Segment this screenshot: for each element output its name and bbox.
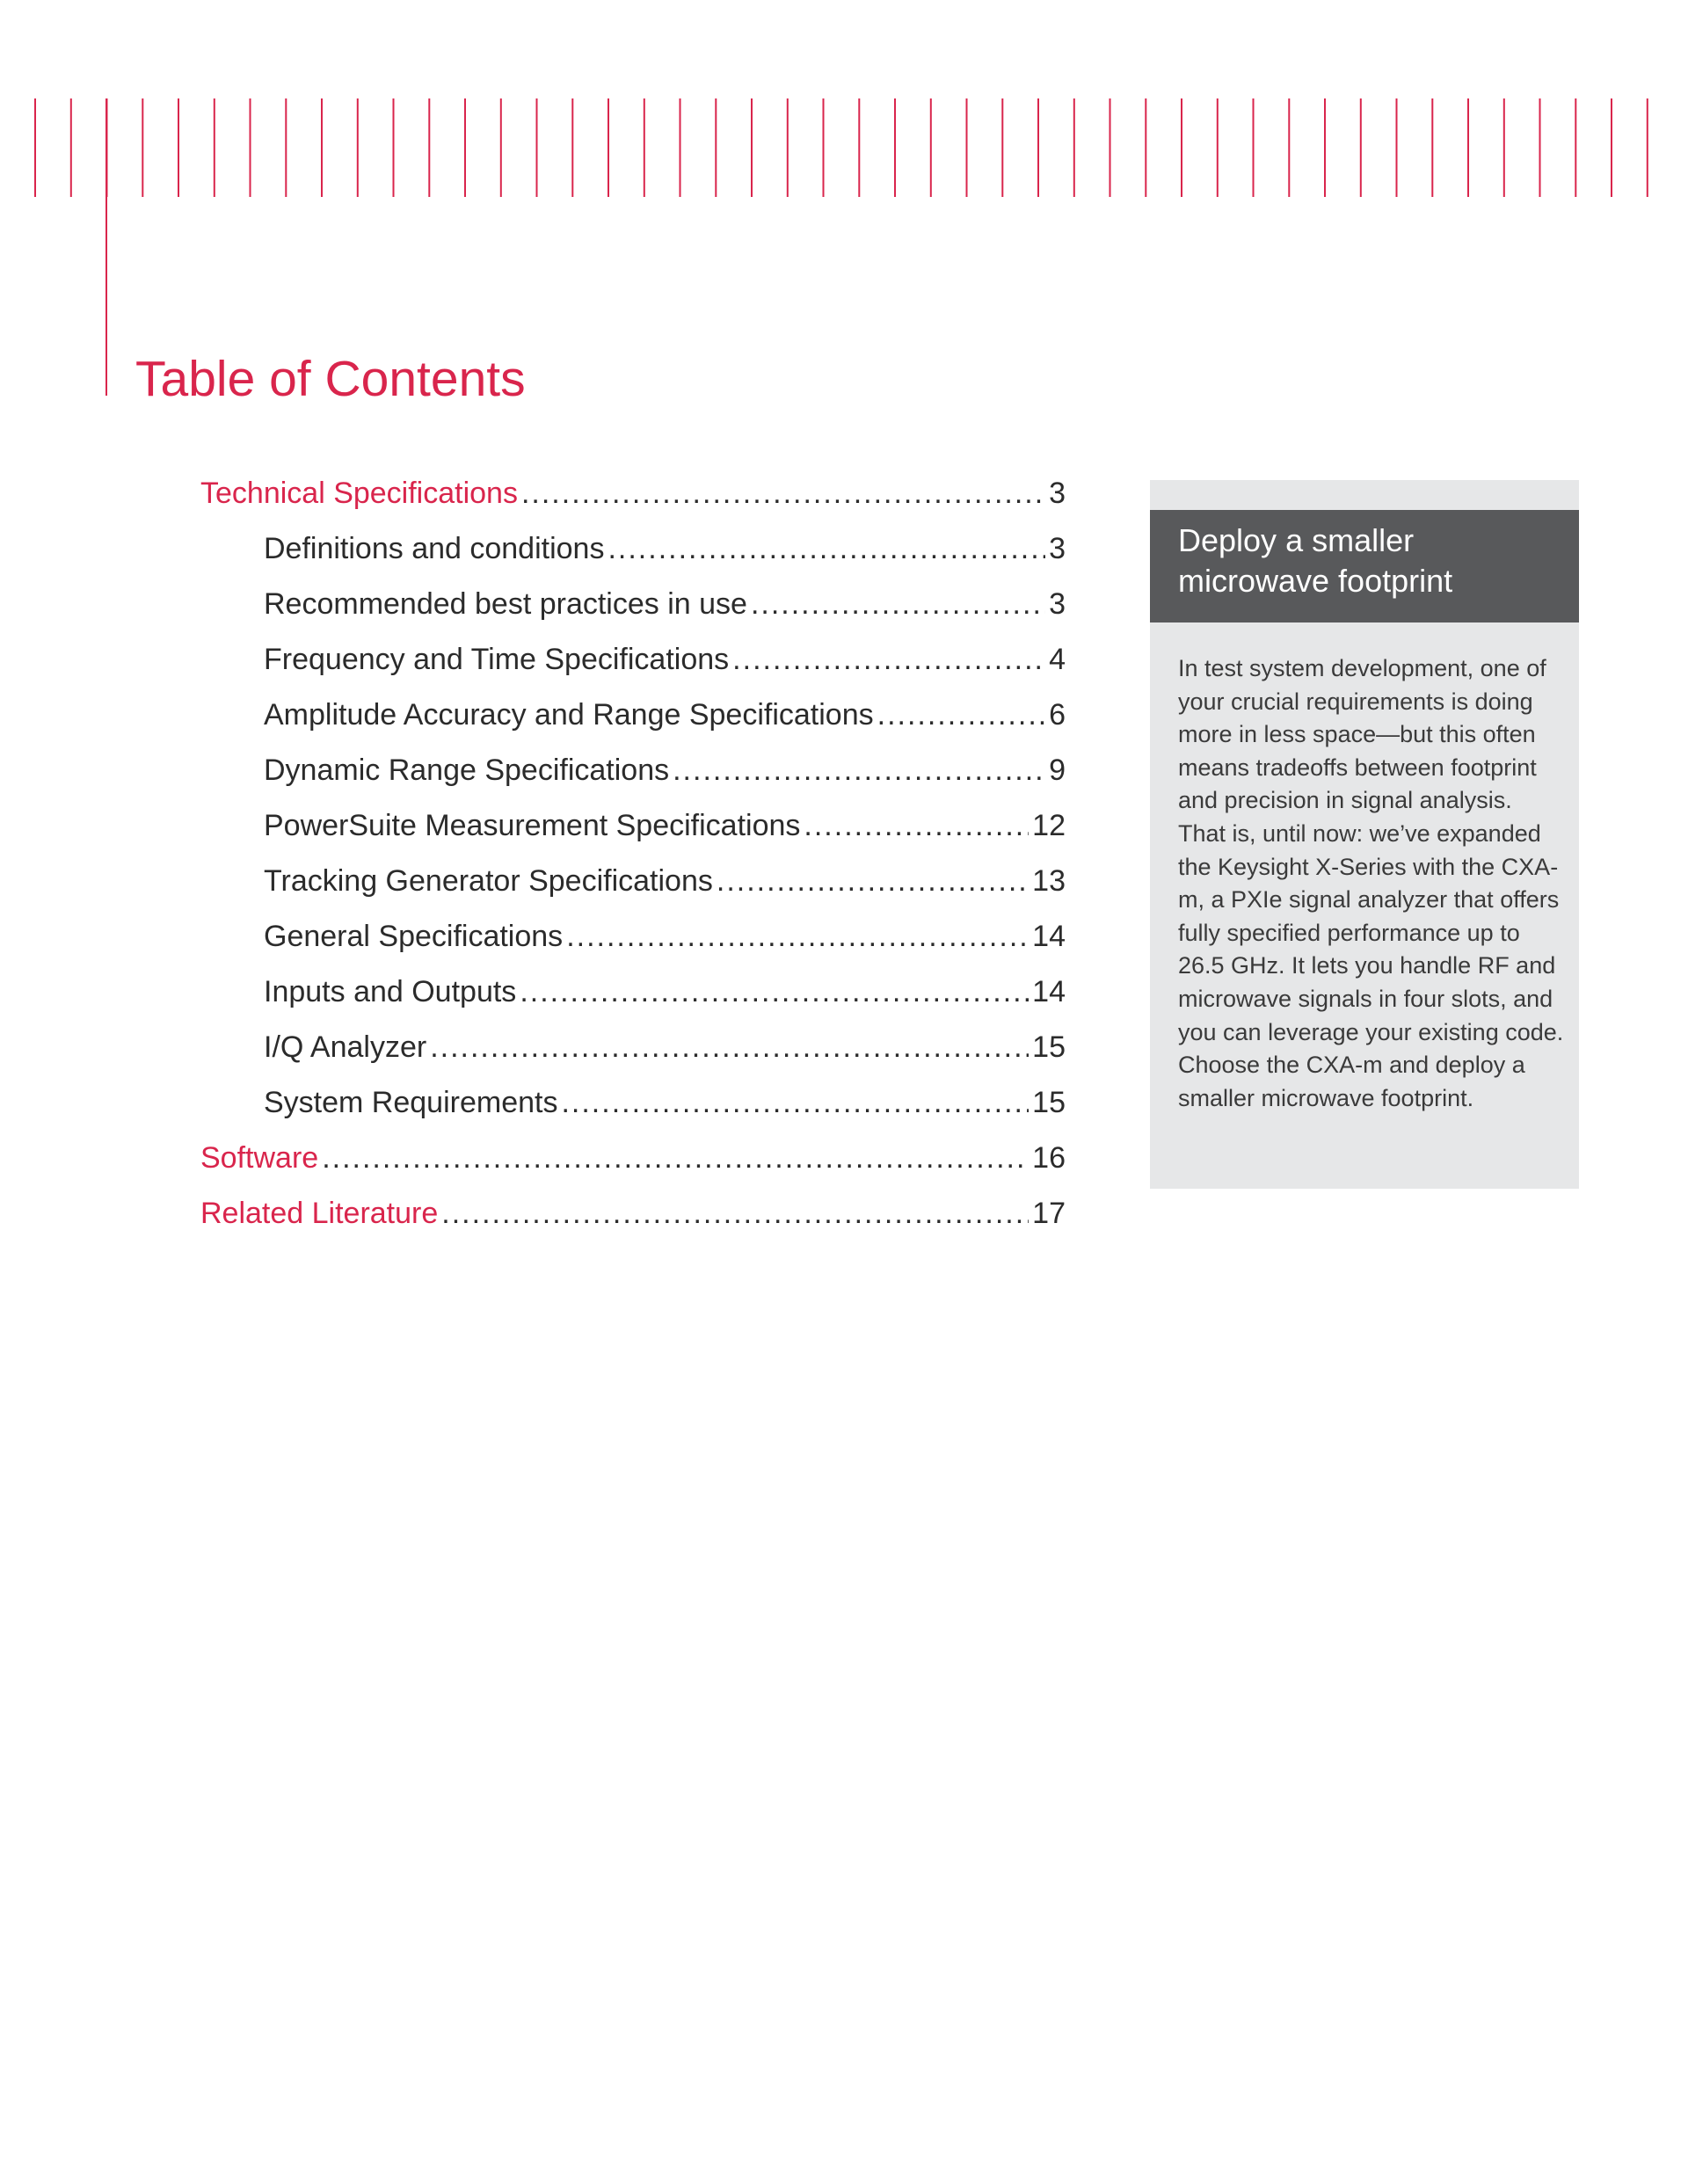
- toc-entry-label: Software: [200, 1141, 319, 1175]
- toc-entry[interactable]: [200, 577, 1066, 632]
- toc-entry-label: Tracking Generator Specifications: [264, 864, 713, 898]
- toc-entry-page-number: 12: [1032, 809, 1066, 842]
- toc-entry[interactable]: [200, 1020, 1066, 1075]
- toc-entry[interactable]: [200, 909, 1066, 965]
- toc-entry-page-number: 3: [1049, 477, 1066, 510]
- toc-dot-leader: [673, 753, 1045, 788]
- sidebar-title: Deploy a smaller microwave footprint: [1178, 522, 1453, 599]
- toc-entry[interactable]: [200, 466, 1066, 521]
- toc-entry-label: Related Literature: [200, 1197, 439, 1230]
- toc-dot-leader: [804, 809, 1029, 843]
- toc-entry-label: Recommended best practices in use: [264, 587, 747, 621]
- toc-entry-label: Frequency and Time Specifications: [264, 643, 730, 676]
- toc-dot-leader: [608, 532, 1045, 566]
- toc-entry-page-number: 15: [1032, 1030, 1066, 1064]
- toc-dot-leader: [521, 477, 1045, 511]
- toc-dot-leader: [430, 1030, 1029, 1065]
- toc-entry-label: Technical Specifications: [200, 477, 518, 510]
- toc-entry-label: Amplitude Accuracy and Range Specifications: [264, 698, 874, 732]
- toc-entry[interactable]: [200, 854, 1066, 909]
- toc-entry-page-number: 6: [1049, 698, 1066, 732]
- toc-entry-label: Dynamic Range Specifications: [264, 753, 670, 787]
- toc-entry[interactable]: [200, 688, 1066, 743]
- toc-entry-label: System Requirements: [264, 1086, 558, 1119]
- page-title: Table of Contents: [135, 351, 526, 407]
- toc-dot-leader: [751, 587, 1045, 622]
- toc-entry[interactable]: [200, 1075, 1066, 1131]
- sidebar-body-text: In test system development, one of your crucial requirements is doing more in less space—but this often means tradeoffs between footprint and precision in signal analysis. That is, until now: we’ve expanded the Keysight X-Series with the CXA-m, a PXIe signal analyzer that offers fully specified performance up to 26.5 GHz. It lets you handle RF and microwave signals in four slots, and you can leverage your existing code. Choose the CXA-m and deploy a smaller microwave footprint.: [1178, 655, 1564, 1111]
- toc-entry-page-number: 3: [1049, 532, 1066, 565]
- toc-entry[interactable]: [200, 965, 1066, 1020]
- toc-entry[interactable]: [200, 798, 1066, 854]
- toc-entry-page-number: 15: [1032, 1086, 1066, 1119]
- toc-entry-page-number: 9: [1049, 753, 1066, 787]
- toc-entry-page-number: 14: [1032, 975, 1066, 1008]
- toc-entry-page-number: 4: [1049, 643, 1066, 676]
- toc-dot-leader: [441, 1197, 1029, 1231]
- toc-entry[interactable]: [200, 632, 1066, 688]
- toc-entry-label: Definitions and conditions: [264, 532, 605, 565]
- toc-entry-label: General Specifications: [264, 920, 564, 953]
- toc-dot-leader: [732, 643, 1045, 677]
- toc-entry-label: PowerSuite Measurement Specifications: [264, 809, 801, 842]
- toc-dot-leader: [877, 698, 1045, 732]
- toc-dot-leader: [561, 1086, 1029, 1120]
- table-of-contents: [200, 466, 1066, 1241]
- toc-dot-leader: [322, 1141, 1029, 1176]
- toc-entry-page-number: 16: [1032, 1141, 1066, 1175]
- toc-entry[interactable]: [200, 1131, 1066, 1186]
- toc-dot-leader: [717, 864, 1029, 899]
- sidebar-callout: [1150, 480, 1579, 1189]
- toc-entry-label: Inputs and Outputs: [264, 975, 517, 1008]
- toc-entry-page-number: 17: [1032, 1197, 1066, 1230]
- toc-dot-leader: [520, 975, 1029, 1009]
- sidebar-header: [1150, 510, 1579, 622]
- toc-entry-page-number: 13: [1032, 864, 1066, 898]
- toc-entry[interactable]: [200, 1186, 1066, 1241]
- toc-entry[interactable]: [200, 521, 1066, 577]
- decorative-tick-marks: [0, 0, 1688, 404]
- toc-entry-page-number: 3: [1049, 587, 1066, 621]
- toc-entry-label: I/Q Analyzer: [264, 1030, 427, 1064]
- toc-entry-page-number: 14: [1032, 920, 1066, 953]
- toc-entry[interactable]: [200, 743, 1066, 798]
- toc-dot-leader: [566, 920, 1029, 954]
